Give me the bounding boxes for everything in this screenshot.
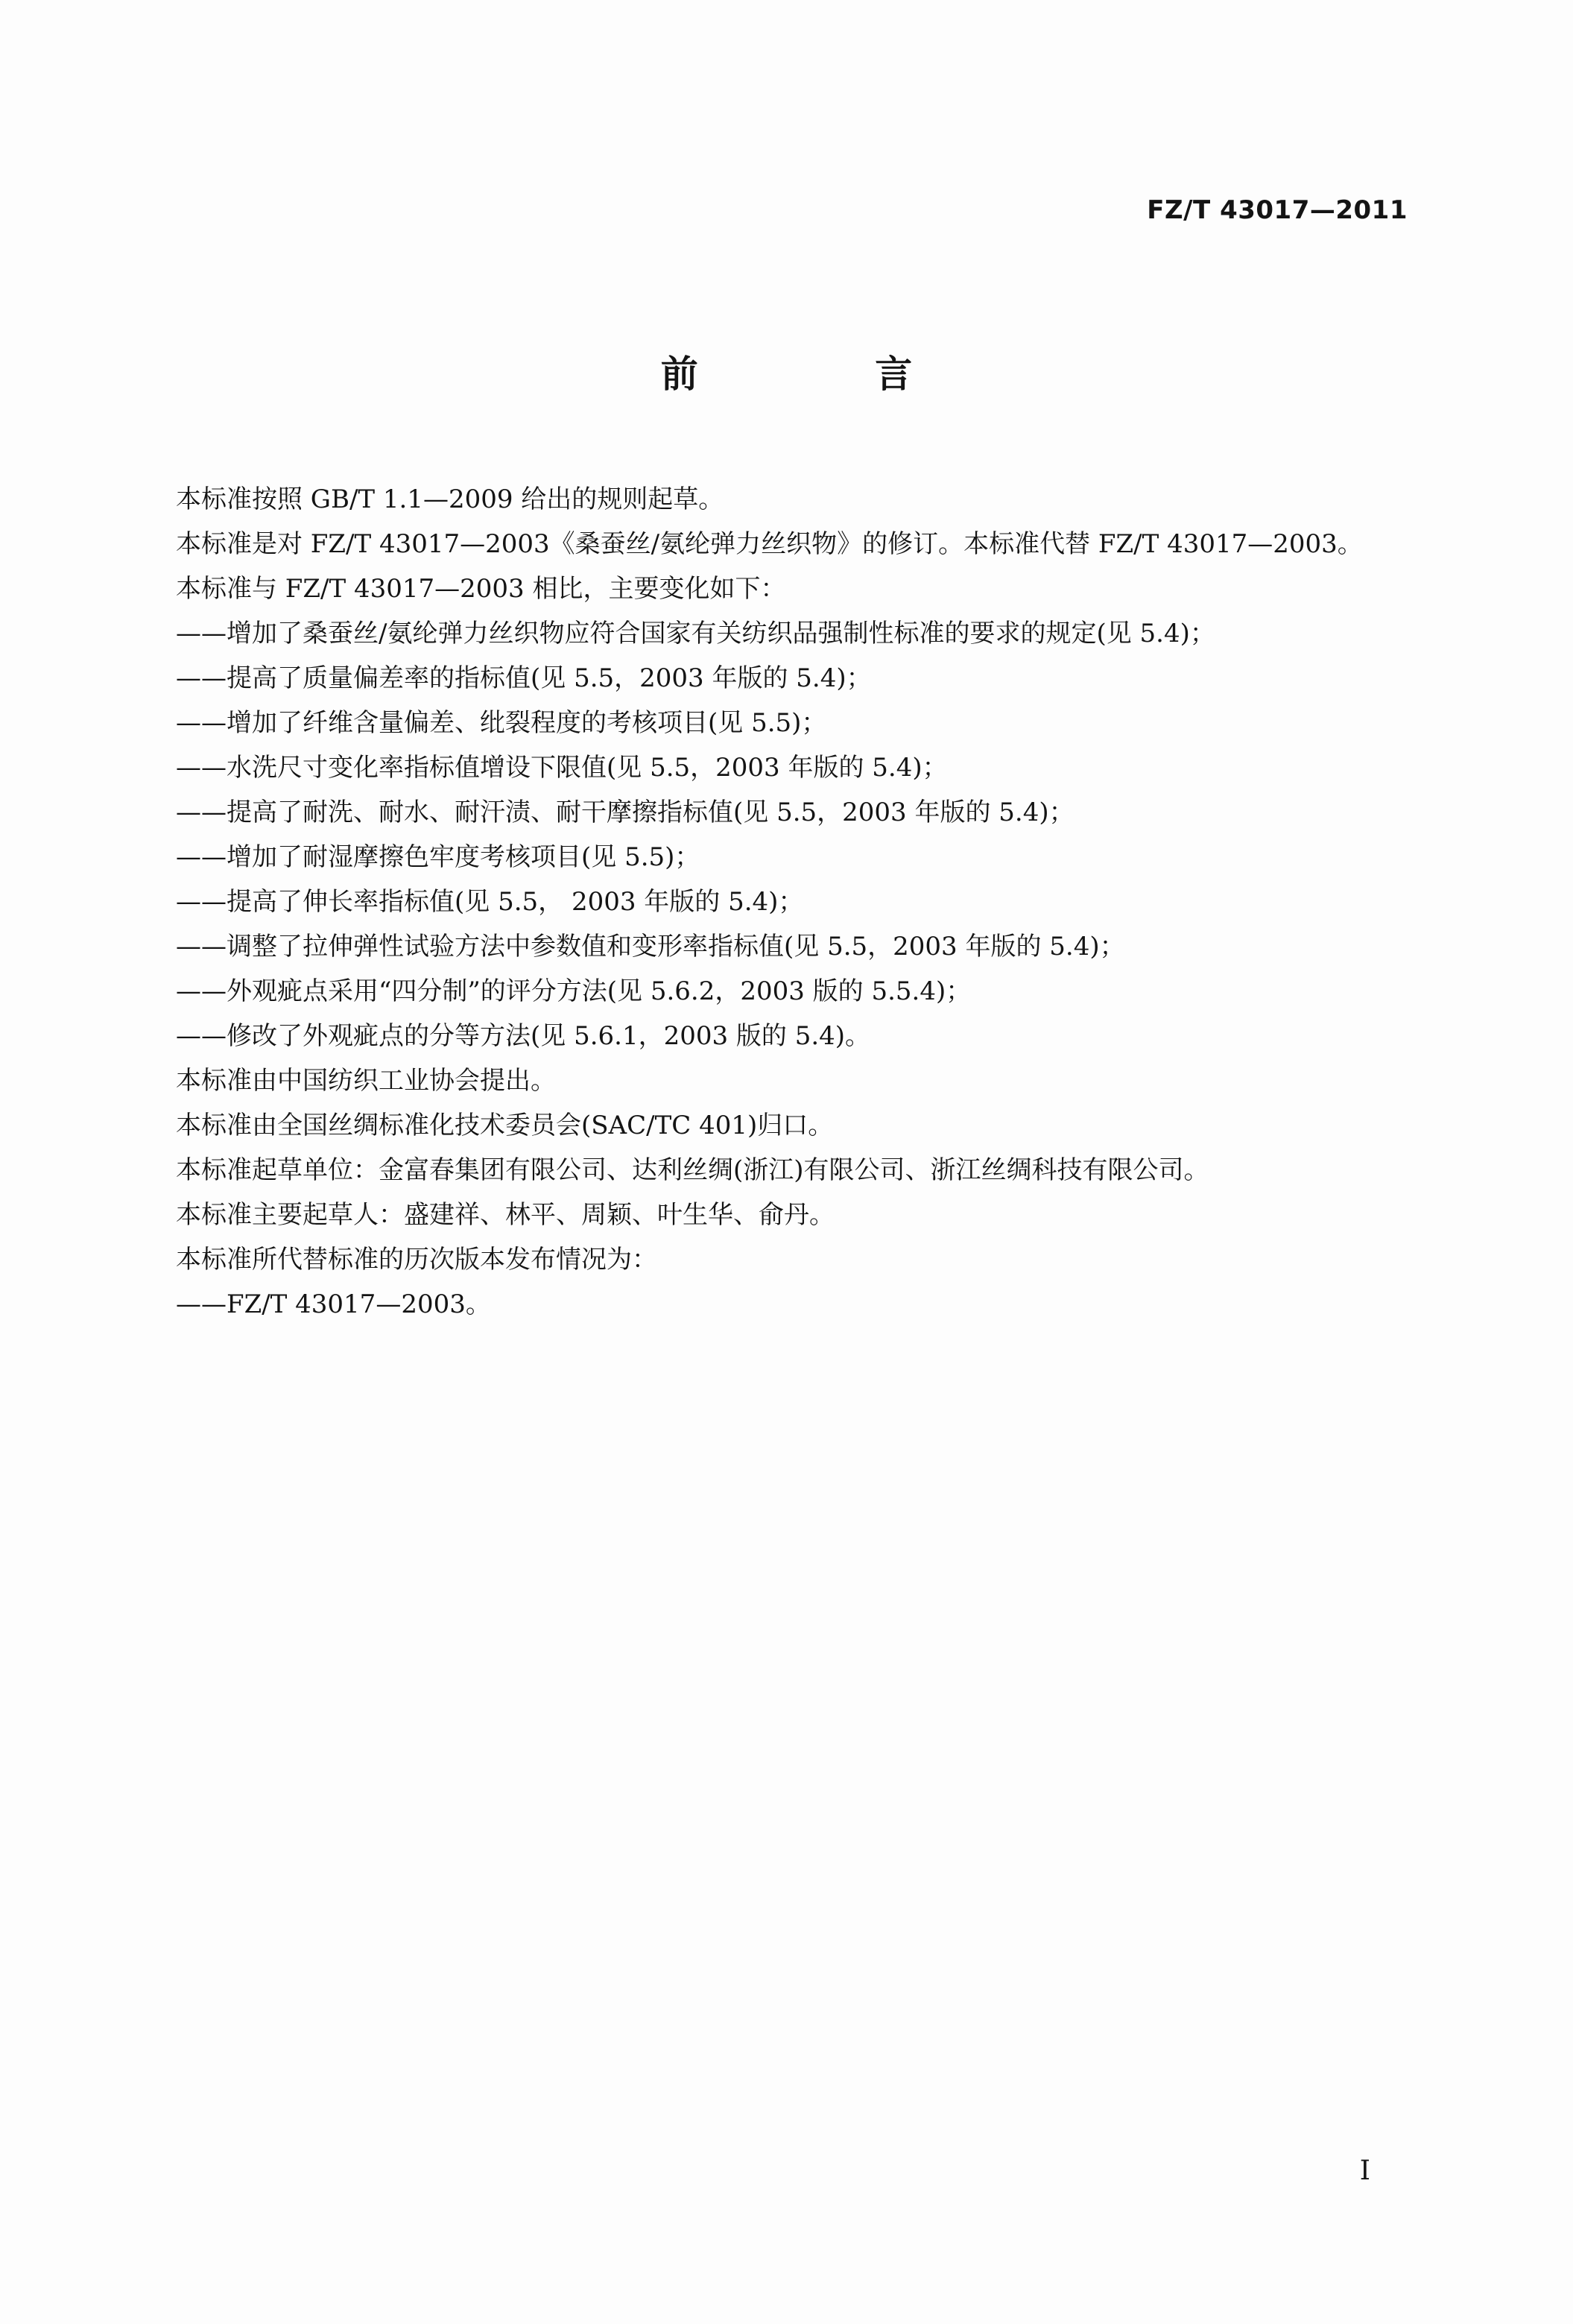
list-item: ——增加了纤维含量偏差、纰裂程度的考核项目(见 5.5)； — [176, 708, 827, 738]
paragraph: 本标准主要起草人：盛建祥、林平、周颖、叶生华、俞丹。 — [176, 1200, 835, 1230]
list-item: ——外观疵点采用“四分制”的评分方法(见 5.6.2，2003 版的 5.5.4)； — [176, 976, 972, 1006]
list-item: ——提高了伸长率指标值(见 5.5， 2003 年版的 5.4)； — [176, 887, 804, 917]
paragraph: 本标准是对 FZ/T 43017—2003《桑蚕丝/氨纶弹力丝织物》的修订。本标准代替 FZ/T 43017—2003。 — [176, 529, 1363, 559]
standard-code: FZ/T 43017—2011 — [1147, 195, 1408, 225]
list-item: ——增加了桑蚕丝/氨纶弹力丝织物应符合国家有关纺织品强制性标准的要求的规定(见 5.4)； — [176, 619, 1215, 648]
list-item: ——水洗尺寸变化率指标值增设下限值(见 5.5，2003 年版的 5.4)； — [176, 753, 948, 783]
list-item: ——FZ/T 43017—2003。 — [176, 1289, 491, 1319]
document-body — [176, 477, 1428, 1327]
list-item: ——调整了拉伸弹性试验方法中参数值和变形率指标值(见 5.5，2003 年版的 5.4)； — [176, 932, 1125, 962]
paragraph: 本标准起草单位：金富春集团有限公司、达利丝绸(浙江)有限公司、浙江丝绸科技有限公司。 — [176, 1155, 1209, 1185]
paragraph: 本标准由中国纺织工业协会提出。 — [176, 1066, 556, 1096]
list-item: ——提高了耐洗、耐水、耐汗渍、耐干摩擦指标值(见 5.5，2003 年版的 5.4)； — [176, 798, 1074, 827]
paragraph: 本标准按照 GB/T 1.1—2009 给出的规则起草。 — [176, 484, 724, 514]
list-item: ——修改了外观疵点的分等方法(见 5.6.1，2003 版的 5.4)。 — [176, 1021, 871, 1051]
page-title: 前 言 — [660, 353, 995, 396]
page-number: I — [1359, 2156, 1370, 2186]
list-item: ——提高了质量偏差率的指标值(见 5.5，2003 年版的 5.4)； — [176, 663, 872, 693]
paragraph: 本标准与 FZ/T 43017—2003 相比，主要变化如下： — [176, 574, 786, 604]
paragraph: 本标准所代替标准的历次版本发布情况为： — [176, 1245, 657, 1275]
paragraph: 本标准由全国丝绸标准化技术委员会(SAC/TC 401)归口。 — [176, 1111, 834, 1140]
list-item: ——增加了耐湿摩擦色牢度考核项目(见 5.5)； — [176, 842, 700, 872]
